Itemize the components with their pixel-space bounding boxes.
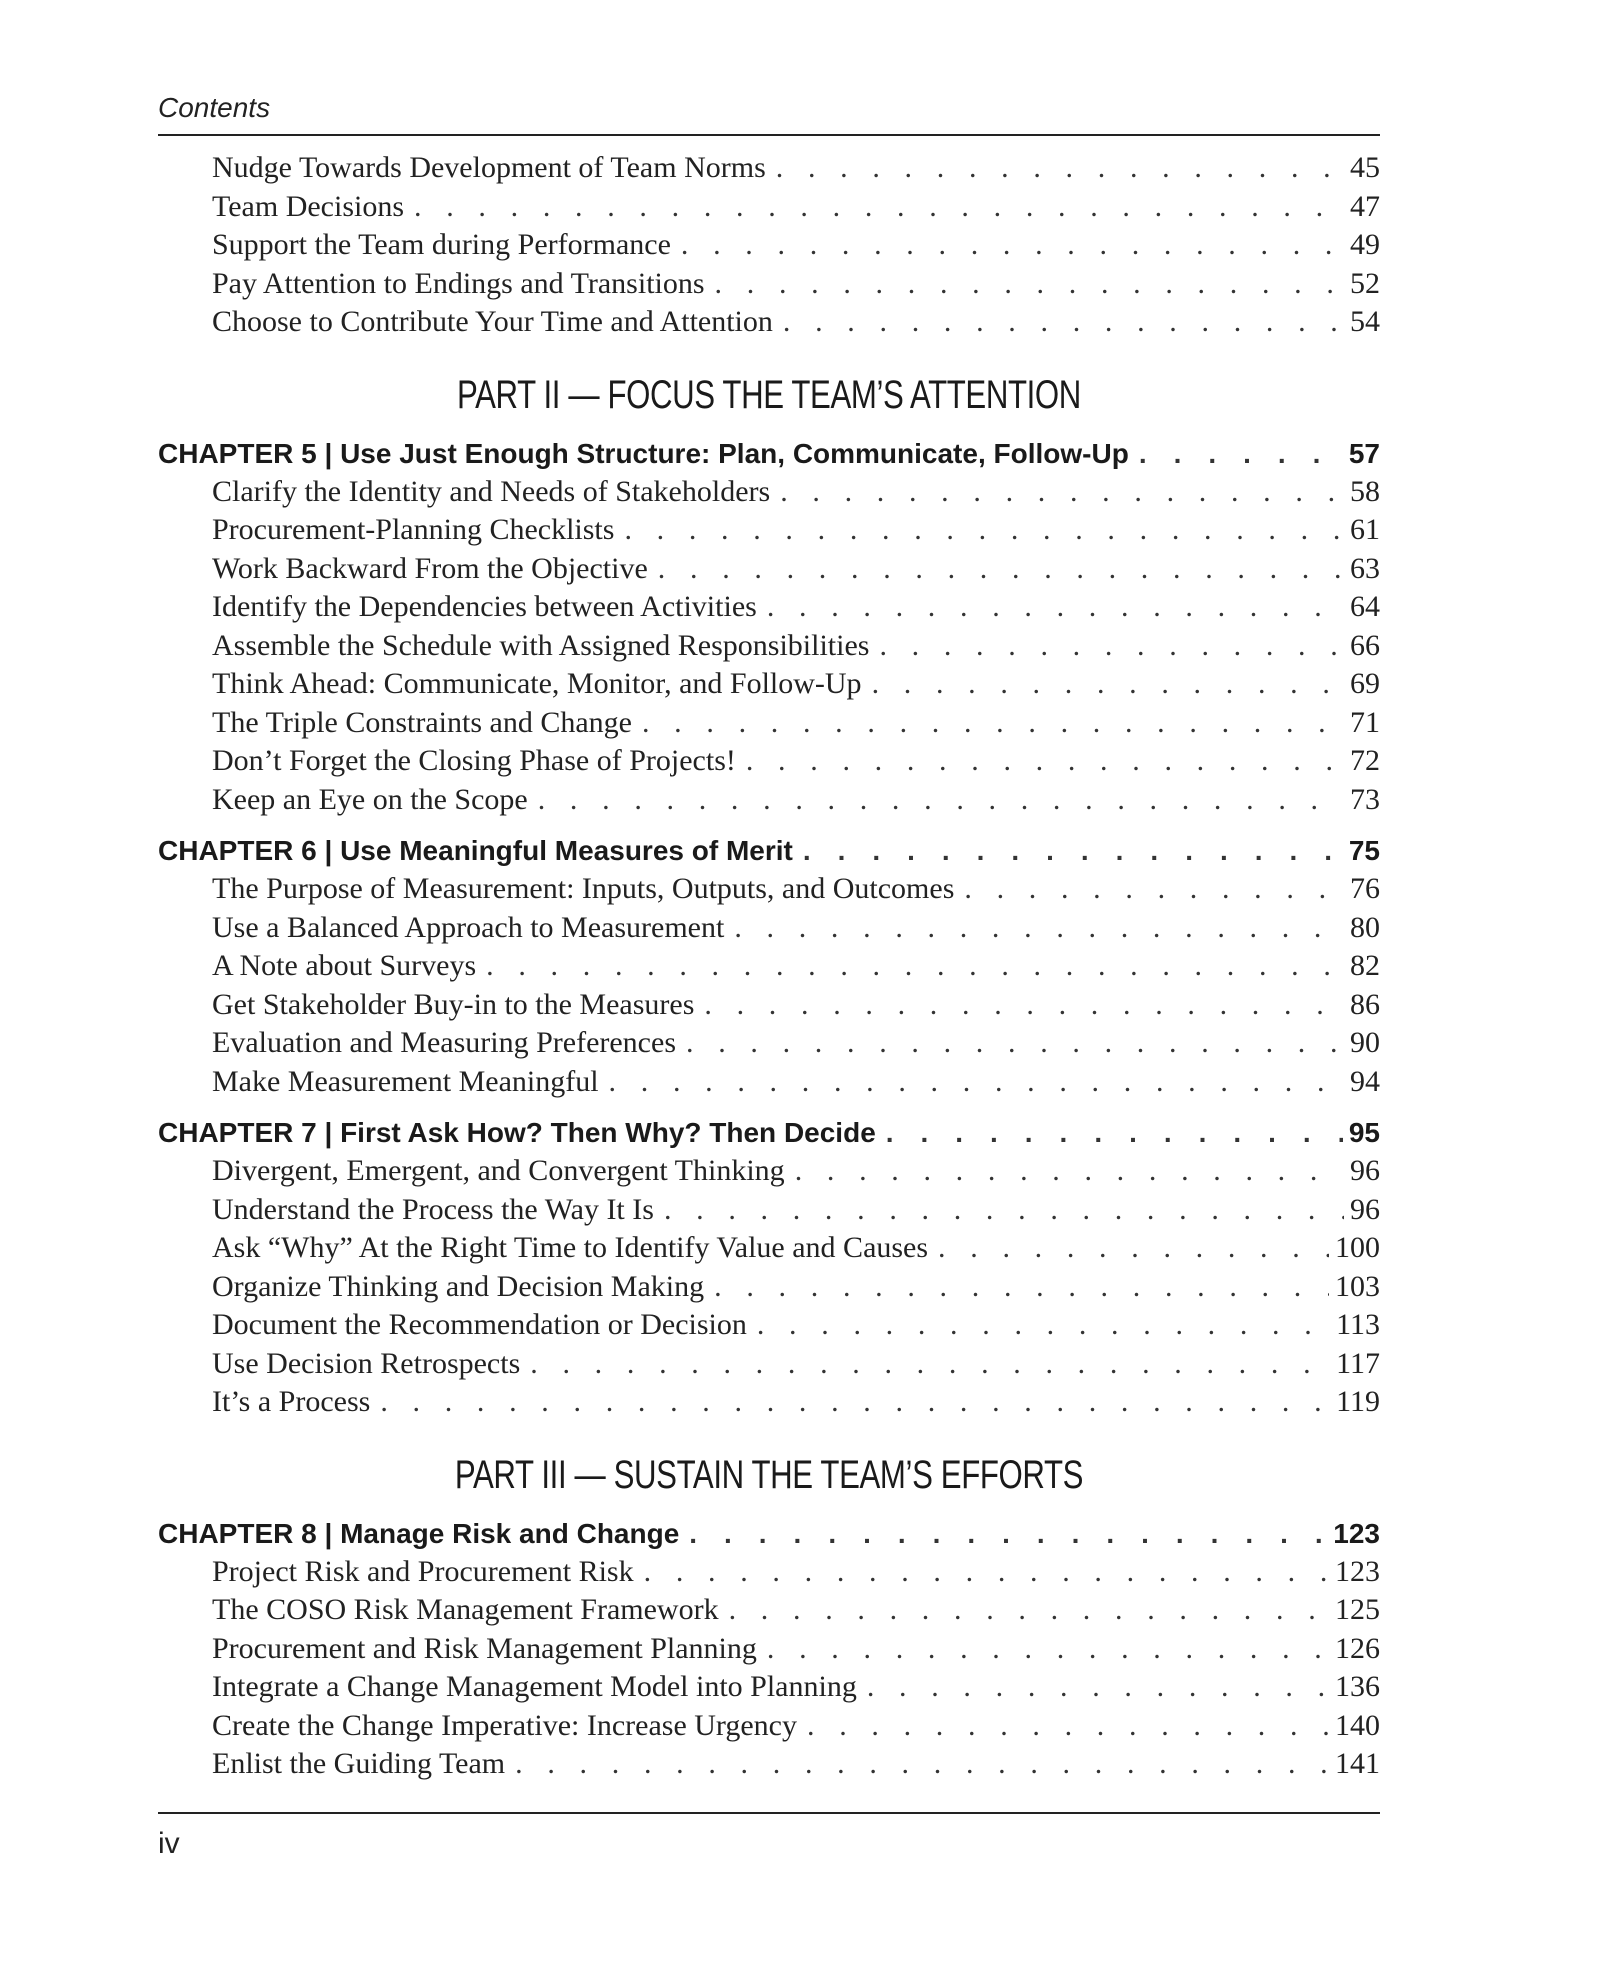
toc-chapter-entry	[158, 1514, 1380, 1553]
toc-entry-page: 100	[1335, 1231, 1380, 1264]
toc-entry-title: CHAPTER 7 | First Ask How? Then Why? Then Decide	[158, 1117, 876, 1148]
toc-entry-title: Integrate a Change Management Model into Planning	[212, 1670, 857, 1703]
dot-leader	[879, 627, 1344, 666]
dot-leader	[644, 1553, 1329, 1592]
dot-leader	[715, 265, 1344, 304]
dot-leader	[538, 781, 1344, 820]
toc-entry-page: 96	[1350, 1192, 1380, 1226]
toc-entry-page: 54	[1350, 305, 1380, 338]
toc-entry-page: 49	[1350, 228, 1380, 261]
toc-section-entry	[158, 870, 1380, 909]
toc-entry-title: Keep an Eye on the Scope	[212, 782, 528, 816]
dot-leader	[872, 665, 1344, 704]
dot-leader	[746, 742, 1344, 781]
toc-entry-page: 125	[1335, 1593, 1380, 1626]
header-rule	[158, 134, 1380, 136]
toc-section-entry	[158, 511, 1380, 550]
toc-entry-page: 140	[1335, 1708, 1380, 1742]
dot-leader	[734, 909, 1344, 948]
dot-leader	[704, 986, 1344, 1025]
running-header: Contents	[158, 92, 271, 123]
toc-entry-page: 141	[1335, 1747, 1380, 1780]
toc-entry-page: 80	[1350, 910, 1380, 944]
toc-section-entry	[158, 1268, 1380, 1307]
dot-leader	[807, 1707, 1329, 1746]
toc-entry-page: 63	[1350, 551, 1380, 585]
toc-entry-page: 76	[1350, 872, 1380, 905]
toc-entry-page: 136	[1335, 1670, 1380, 1703]
toc-entry-page: 66	[1350, 628, 1380, 662]
toc-entry-title: The COSO Risk Management Framework	[212, 1593, 719, 1626]
part-heading: PART III — SUSTAIN THE TEAM’S EFFORTS	[454, 1452, 1084, 1497]
toc-entry-page: 113	[1336, 1308, 1380, 1341]
toc-section-entry	[158, 742, 1380, 781]
toc-section-entry	[158, 1630, 1380, 1669]
toc-section-entry	[158, 1152, 1380, 1191]
page-number: iv	[158, 1827, 180, 1860]
toc-entry-title: Ask “Why” At the Right Time to Identify Value and Causes	[212, 1231, 929, 1264]
toc-entry-page: 103	[1335, 1269, 1380, 1303]
toc-section-entry	[158, 1191, 1380, 1230]
toc-entry-page: 86	[1350, 987, 1380, 1021]
dot-leader	[624, 511, 1344, 550]
toc-section-entry	[158, 781, 1380, 820]
toc-entry-page: 94	[1350, 1064, 1380, 1098]
toc-entry-page: 117	[1336, 1346, 1380, 1380]
toc-entry-page: 126	[1335, 1631, 1380, 1665]
toc-section-entry	[158, 1668, 1380, 1707]
toc-entry-title: Make Measurement Meaningful	[212, 1064, 599, 1098]
toc-section-entry	[158, 550, 1380, 589]
dot-leader	[530, 1345, 1330, 1384]
toc-entry-title: Clarify the Identity and Needs of Stakeholders	[212, 474, 771, 508]
toc-section-entry	[158, 947, 1380, 986]
toc-entry-title: A Note about Surveys	[212, 949, 477, 982]
toc-section-entry	[158, 1345, 1380, 1384]
toc-entry-page: 45	[1350, 151, 1380, 184]
dot-leader	[658, 550, 1344, 589]
toc-entry-title: Enlist the Guiding Team	[212, 1747, 506, 1780]
dot-leader	[886, 1113, 1343, 1152]
dot-leader	[515, 1745, 1329, 1784]
toc-entry-page: 119	[1336, 1385, 1380, 1418]
toc-entry-title: Document the Recommendation or Decision	[212, 1308, 747, 1341]
toc-entry-page: 47	[1350, 189, 1380, 223]
dot-leader	[867, 1668, 1329, 1707]
toc-entry-page: 123	[1335, 1554, 1380, 1588]
toc-entry-title: Organize Thinking and Decision Making	[212, 1269, 705, 1303]
toc-entry-page: 69	[1350, 667, 1380, 700]
dot-leader	[642, 704, 1344, 743]
dot-leader	[964, 870, 1344, 909]
toc-entry-title: Procurement-Planning Checklists	[212, 513, 615, 546]
toc-section-entry	[158, 1383, 1380, 1422]
toc-entry-title: CHAPTER 6 | Use Meaningful Measures of Merit	[158, 835, 793, 866]
toc-section-entry	[158, 1707, 1380, 1746]
dot-leader	[686, 1024, 1344, 1063]
dot-leader	[380, 1383, 1330, 1422]
dot-leader	[664, 1191, 1344, 1230]
toc-section-entry	[158, 473, 1380, 512]
toc-entry-page: 90	[1350, 1026, 1380, 1059]
table-of-contents	[158, 149, 1380, 1784]
toc-entry-title: Understand the Process the Way It Is	[212, 1192, 654, 1226]
toc-entry-title: Get Stakeholder Buy-in to the Measures	[212, 987, 695, 1021]
toc-entry-title: The Purpose of Measurement: Inputs, Outputs, and Outcomes	[212, 872, 955, 905]
toc-section-entry	[158, 265, 1380, 304]
toc-entry-title: Procurement and Risk Management Planning	[212, 1631, 757, 1665]
toc-chapter-entry	[158, 434, 1380, 473]
toc-entry-title: Divergent, Emergent, and Convergent Thinking	[212, 1154, 785, 1187]
toc-section-entry	[158, 704, 1380, 743]
toc-section-entry	[158, 909, 1380, 948]
toc-entry-title: CHAPTER 5 | Use Just Enough Structure: Plan, Communicate, Follow-Up	[158, 437, 1129, 469]
toc-chapter-entry	[158, 1113, 1380, 1152]
toc-entry-title: Support the Team during Performance	[212, 228, 671, 261]
toc-entry-title: It’s a Process	[212, 1385, 371, 1418]
dot-leader	[681, 226, 1344, 265]
toc-entry-title: Team Decisions	[212, 189, 405, 223]
toc-section-entry	[158, 588, 1380, 627]
dot-leader	[776, 149, 1344, 188]
dot-leader	[795, 1152, 1344, 1191]
toc-section-entry	[158, 303, 1380, 342]
toc-entry-title: Use a Balanced Approach to Measurement	[212, 910, 725, 944]
dot-leader	[689, 1514, 1327, 1553]
toc-section-entry	[158, 1553, 1380, 1592]
toc-entry-title: Think Ahead: Communicate, Monitor, and Follow-Up	[212, 667, 862, 700]
toc-section-entry	[158, 627, 1380, 666]
toc-section-entry	[158, 986, 1380, 1025]
toc-entry-page: 95	[1348, 1117, 1380, 1148]
toc-entry-page: 72	[1350, 744, 1380, 777]
dot-leader	[729, 1591, 1329, 1630]
dot-leader	[609, 1063, 1344, 1102]
toc-entry-page: 75	[1348, 835, 1380, 866]
toc-entry-title: Choose to Contribute Your Time and Attention	[212, 305, 773, 338]
toc-section-entry	[158, 1591, 1380, 1630]
toc-entry-title: Assemble the Schedule with Assigned Responsibilities	[212, 628, 870, 662]
dot-leader	[938, 1229, 1329, 1268]
toc-entry-title: The Triple Constraints and Change	[212, 705, 632, 739]
toc-section-entry	[158, 149, 1380, 188]
toc-entry-page: 64	[1350, 590, 1380, 623]
toc-entry-title: Don’t Forget the Closing Phase of Projects!	[212, 744, 736, 777]
dot-leader	[414, 188, 1344, 227]
toc-section-entry	[158, 1063, 1380, 1102]
toc-section-entry	[158, 226, 1380, 265]
toc-chapter-entry	[158, 831, 1380, 870]
dot-leader	[486, 947, 1344, 986]
toc-entry-page: 57	[1348, 437, 1380, 469]
dot-leader	[757, 1306, 1330, 1345]
toc-entry-page: 58	[1350, 474, 1380, 508]
toc-entry-title: Create the Change Imperative: Increase Urgency	[212, 1708, 797, 1742]
dot-leader	[803, 831, 1343, 870]
toc-section-entry	[158, 1024, 1380, 1063]
toc-section-entry	[158, 665, 1380, 704]
toc-entry-page: 96	[1350, 1154, 1380, 1187]
toc-entry-title: Project Risk and Procurement Risk	[212, 1554, 634, 1588]
toc-entry-page: 61	[1350, 513, 1380, 546]
toc-entry-page: 71	[1350, 705, 1380, 739]
toc-entry-title: Pay Attention to Endings and Transitions	[212, 266, 705, 300]
toc-entry-page: 73	[1350, 782, 1380, 816]
dot-leader	[767, 588, 1344, 627]
footer-rule	[158, 1812, 1380, 1814]
toc-entry-page: 82	[1350, 949, 1380, 982]
dot-leader	[714, 1268, 1329, 1307]
toc-section-entry	[158, 1229, 1380, 1268]
toc-entry-title: Identify the Dependencies between Activities	[212, 590, 757, 623]
toc-entry-title: Use Decision Retrospects	[212, 1346, 521, 1380]
toc-entry-title: Evaluation and Measuring Preferences	[212, 1026, 676, 1059]
toc-entry-title: Work Backward From the Objective	[212, 551, 648, 585]
toc-section-entry	[158, 188, 1380, 227]
toc-section-entry	[158, 1745, 1380, 1784]
toc-entry-title: CHAPTER 8 | Manage Risk and Change	[158, 1517, 680, 1549]
dot-leader	[1139, 434, 1343, 473]
toc-section-entry	[158, 1306, 1380, 1345]
dot-leader	[780, 473, 1344, 512]
dot-leader	[767, 1630, 1329, 1669]
part-heading: PART II — FOCUS THE TEAM’S ATTENTION	[457, 372, 1081, 417]
toc-entry-page: 123	[1333, 1517, 1380, 1549]
toc-entry-title: Nudge Towards Development of Team Norms	[212, 151, 766, 184]
toc-entry-page: 52	[1350, 266, 1380, 300]
dot-leader	[783, 303, 1344, 342]
